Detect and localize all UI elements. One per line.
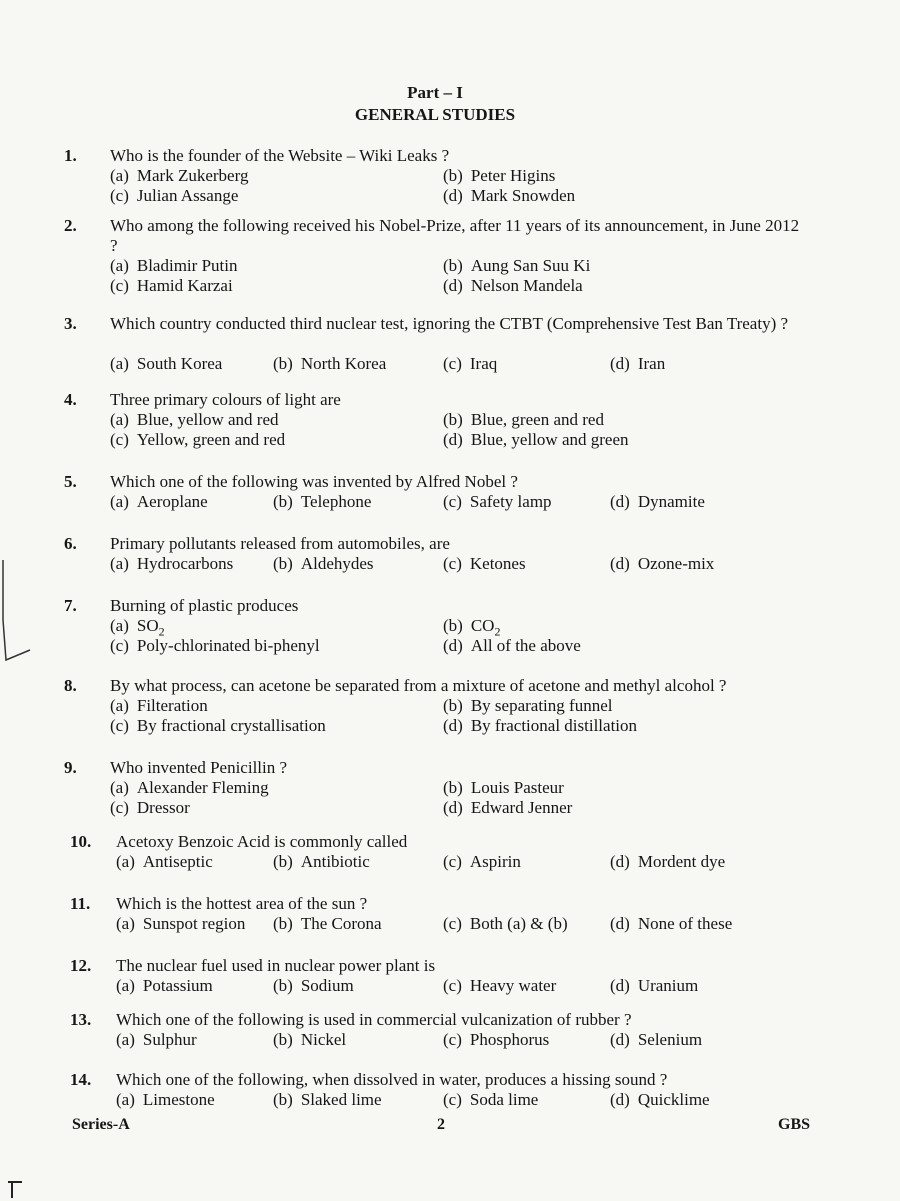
answer-option — [610, 554, 714, 574]
option-label: (a) — [116, 976, 135, 995]
answer-option — [110, 430, 285, 450]
question-text: Which one of the following was invented by Alfred Nobel ? — [110, 472, 518, 491]
option-label: (a) — [116, 914, 135, 933]
part-heading: Part – I — [407, 83, 463, 102]
option-label: (d) — [610, 914, 630, 933]
option-text: SO — [136, 616, 159, 635]
question-number: 10. — [70, 832, 92, 851]
option-label: (b) — [273, 852, 293, 871]
option-text: Both (a) & (b) — [469, 914, 568, 933]
answer-option — [610, 852, 725, 872]
option-text: Telephone — [300, 492, 372, 511]
option-text: Hamid Karzai — [136, 276, 233, 295]
option-subscript: 2 — [158, 624, 165, 639]
page-header — [0, 82, 870, 126]
question-number: 6. — [64, 534, 77, 553]
margin-pen-mark — [0, 560, 40, 670]
answer-option — [110, 410, 279, 430]
option-text: Ketones — [469, 554, 526, 573]
option-text: The Corona — [300, 914, 382, 933]
option-text: Yellow, green and red — [136, 430, 286, 449]
answer-option — [443, 798, 572, 818]
question-text: Which one of the following, when dissolved in water, produces a hissing sound ? — [116, 1070, 668, 1089]
option-text: Safety lamp — [469, 492, 552, 511]
option-label: (d) — [443, 636, 463, 655]
answer-option — [443, 554, 526, 574]
question-text: The nuclear fuel used in nuclear power plant is — [116, 956, 436, 975]
question-number: 4. — [64, 390, 77, 409]
question-text: Which one of the following is used in commercial vulcanization of rubber ? — [116, 1010, 632, 1029]
option-text: North Korea — [300, 354, 387, 373]
option-text: Aldehydes — [300, 554, 374, 573]
option-text: Blue, green and red — [470, 410, 604, 429]
answer-option — [610, 492, 705, 512]
answer-option — [273, 976, 354, 996]
option-text: Poly-chlorinated bi-phenyl — [136, 636, 320, 655]
option-text: Slaked lime — [300, 1090, 382, 1109]
option-text: Iraq — [469, 354, 498, 373]
page-number: 2 — [437, 1116, 445, 1133]
option-text: Uranium — [637, 976, 699, 995]
option-label: (c) — [110, 798, 129, 817]
option-label: (d) — [443, 716, 463, 735]
option-text: Peter Higins — [470, 166, 556, 185]
answer-option — [443, 636, 581, 656]
option-text: Selenium — [637, 1030, 703, 1049]
option-text: Sulphur — [142, 1030, 197, 1049]
option-label: (c) — [110, 430, 129, 449]
option-label: (b) — [273, 492, 293, 511]
option-label: (a) — [110, 492, 129, 511]
answer-option — [443, 276, 583, 296]
option-label: (d) — [610, 1090, 630, 1109]
option-text: South Korea — [136, 354, 223, 373]
answer-option — [610, 1030, 702, 1050]
question-text: Burning of plastic produces — [110, 596, 299, 615]
answer-option — [443, 716, 637, 736]
question-text: Three primary colours of light are — [110, 390, 341, 409]
answer-option — [110, 354, 222, 374]
option-text: Soda lime — [469, 1090, 539, 1109]
question-number: 5. — [64, 472, 77, 491]
answer-option — [443, 852, 521, 872]
option-text: Mordent dye — [637, 852, 726, 871]
question-text: Primary pollutants released from automobiles, are — [110, 534, 450, 553]
option-text: Bladimir Putin — [136, 256, 238, 275]
question-number: 11. — [70, 894, 91, 913]
option-label: (a) — [110, 256, 129, 275]
option-text: By separating funnel — [470, 696, 613, 715]
option-text: Antibiotic — [300, 852, 370, 871]
option-label: (c) — [443, 976, 462, 995]
answer-option — [116, 1090, 215, 1110]
option-text: CO — [470, 616, 495, 635]
question-number: 12. — [70, 956, 92, 975]
option-label: (d) — [443, 186, 463, 205]
answer-option — [273, 1090, 382, 1110]
option-label: (b) — [443, 696, 463, 715]
option-text: None of these — [637, 914, 733, 933]
option-text: Aeroplane — [136, 492, 208, 511]
option-text: Aung San Suu Ki — [470, 256, 591, 275]
answer-option — [273, 354, 386, 374]
question-text: Which is the hottest area of the sun ? — [116, 894, 368, 913]
question-number: 14. — [70, 1070, 92, 1089]
question-number: 9. — [64, 758, 77, 777]
option-subscript: 2 — [494, 624, 501, 639]
option-text: Antiseptic — [142, 852, 213, 871]
corner-mark — [4, 1178, 28, 1200]
answer-option — [273, 852, 370, 872]
option-label: (b) — [273, 1090, 293, 1109]
option-text: Julian Assange — [136, 186, 239, 205]
option-label: (b) — [273, 976, 293, 995]
option-label: (d) — [610, 976, 630, 995]
option-label: (c) — [443, 914, 462, 933]
option-label: (b) — [273, 554, 293, 573]
answer-option — [116, 914, 245, 934]
answer-option — [273, 914, 382, 934]
question-number: 2. — [64, 216, 77, 235]
option-text: Dressor — [136, 798, 190, 817]
option-text: All of the above — [470, 636, 581, 655]
option-label: (a) — [110, 696, 129, 715]
question-number: 7. — [64, 596, 77, 615]
answer-option — [116, 1030, 197, 1050]
answer-option — [110, 636, 320, 656]
answer-option — [110, 492, 208, 512]
answer-option — [443, 354, 497, 374]
answer-option — [610, 976, 698, 996]
answer-option — [443, 914, 568, 934]
option-text: Heavy water — [469, 976, 557, 995]
option-label: (a) — [116, 852, 135, 871]
option-label: (a) — [116, 1090, 135, 1109]
option-label: (a) — [116, 1030, 135, 1049]
option-text: Blue, yellow and red — [136, 410, 279, 429]
option-label: (c) — [443, 354, 462, 373]
option-label: (b) — [443, 256, 463, 275]
option-label: (b) — [273, 354, 293, 373]
option-text: Sodium — [300, 976, 354, 995]
option-text: Potassium — [142, 976, 213, 995]
answer-option — [610, 354, 665, 374]
option-text: Hydrocarbons — [136, 554, 234, 573]
question-text: Acetoxy Benzoic Acid is commonly called — [116, 832, 408, 851]
question-number: 1. — [64, 146, 77, 165]
option-label: (a) — [110, 616, 129, 635]
answer-option — [273, 492, 371, 512]
answer-option — [110, 778, 269, 798]
answer-option — [110, 186, 238, 206]
option-text: Filteration — [136, 696, 208, 715]
option-label: (b) — [443, 410, 463, 429]
answer-option — [116, 852, 213, 872]
option-text: Mark Zukerberg — [136, 166, 249, 185]
option-label: (c) — [443, 554, 462, 573]
option-label: (c) — [110, 186, 129, 205]
question-number: 8. — [64, 676, 77, 695]
section-title: GENERAL STUDIES — [354, 105, 516, 124]
option-label: (a) — [110, 554, 129, 573]
option-text: Ozone-mix — [637, 554, 715, 573]
option-label: (d) — [610, 1030, 630, 1049]
option-label: (c) — [443, 492, 462, 511]
answer-option — [443, 492, 552, 512]
answer-option — [443, 696, 612, 716]
option-text: Edward Jenner — [470, 798, 573, 817]
option-text: Dynamite — [637, 492, 705, 511]
answer-option — [110, 276, 233, 296]
answer-option — [116, 976, 213, 996]
option-text: Nickel — [300, 1030, 347, 1049]
answer-option — [110, 716, 326, 736]
answer-option — [443, 256, 590, 276]
option-label: (d) — [443, 276, 463, 295]
answer-option — [443, 186, 575, 206]
option-text: Aspirin — [469, 852, 521, 871]
answer-option — [610, 1090, 710, 1110]
option-text: Nelson Mandela — [470, 276, 583, 295]
option-text: Iran — [637, 354, 666, 373]
answer-option — [443, 976, 556, 996]
question-number: 13. — [70, 1010, 92, 1029]
question-text: Who among the following received his Nobel-Prize, after 11 years of its announcement, in June 2012 ? — [110, 216, 800, 255]
answer-option — [610, 914, 732, 934]
option-text: Alexander Fleming — [136, 778, 269, 797]
booklet-code: GBS — [778, 1116, 811, 1133]
option-label: (c) — [443, 852, 462, 871]
option-label: (b) — [443, 166, 463, 185]
option-label: (d) — [610, 492, 630, 511]
series-label: Series-A — [72, 1116, 130, 1133]
option-label: (d) — [610, 554, 630, 573]
answer-option — [443, 1030, 549, 1050]
option-text: Sunspot region — [142, 914, 246, 933]
answer-option — [110, 798, 190, 818]
answer-option — [443, 166, 555, 186]
option-label: (d) — [610, 852, 630, 871]
question-text: By what process, can acetone be separated from a mixture of acetone and methyl alcohol ? — [110, 676, 727, 695]
option-label: (c) — [443, 1030, 462, 1049]
option-label: (b) — [443, 778, 463, 797]
option-label: (d) — [443, 430, 463, 449]
option-label: (d) — [610, 354, 630, 373]
option-label: (d) — [443, 798, 463, 817]
answer-option — [273, 554, 374, 574]
option-label: (c) — [110, 636, 129, 655]
answer-option — [110, 256, 237, 276]
answer-option — [273, 1030, 346, 1050]
answer-option — [110, 554, 233, 574]
answer-option — [443, 1090, 538, 1110]
option-text: Mark Snowden — [470, 186, 576, 205]
option-text: By fractional crystallisation — [136, 716, 326, 735]
option-label: (b) — [443, 616, 463, 635]
option-label: (c) — [443, 1090, 462, 1109]
option-text: Blue, yellow and green — [470, 430, 629, 449]
option-label: (b) — [273, 1030, 293, 1049]
question-number: 3. — [64, 314, 77, 333]
option-label: (a) — [110, 778, 129, 797]
option-label: (a) — [110, 166, 129, 185]
option-label: (a) — [110, 410, 129, 429]
option-label: (c) — [110, 276, 129, 295]
answer-option — [443, 410, 604, 430]
option-text: Quicklime — [637, 1090, 710, 1109]
option-text: Limestone — [142, 1090, 215, 1109]
option-text: Louis Pasteur — [470, 778, 564, 797]
option-label: (c) — [110, 716, 129, 735]
question-text: Which country conducted third nuclear test, ignoring the CTBT (Comprehensive Test Ban Treaty) ? — [110, 314, 789, 333]
question-text: Who is the founder of the Website – Wiki Leaks ? — [110, 146, 450, 165]
answer-option — [110, 696, 208, 716]
question-text: Who invented Penicillin ? — [110, 758, 288, 777]
option-label: (a) — [110, 354, 129, 373]
answer-option — [443, 778, 564, 798]
option-text: By fractional distillation — [470, 716, 638, 735]
option-text: Phosphorus — [469, 1030, 550, 1049]
answer-option — [110, 166, 248, 186]
option-label: (b) — [273, 914, 293, 933]
answer-option — [443, 430, 629, 450]
